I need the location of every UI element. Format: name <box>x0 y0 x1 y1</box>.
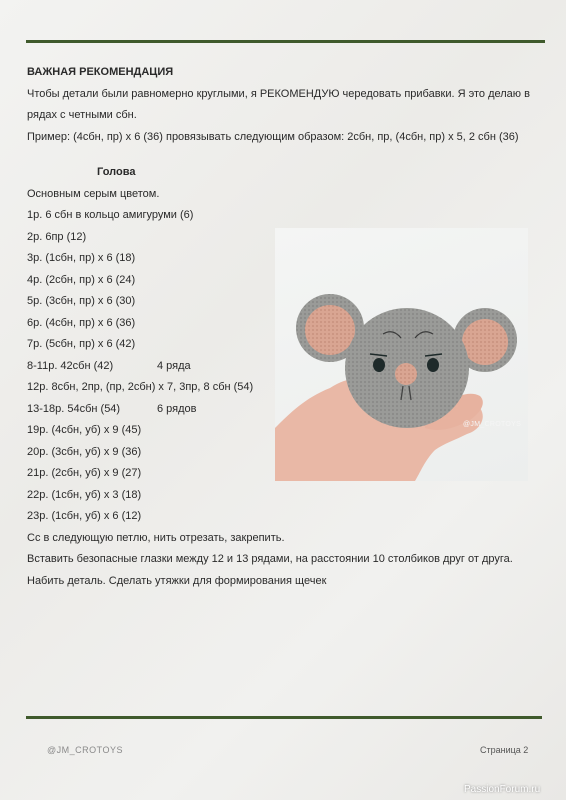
pattern-row-text: 19р. (4сбн, уб) х 9 (45) <box>27 424 142 436</box>
pattern-row-text: 6р. (4сбн, пр) х 6 (36) <box>27 316 136 329</box>
pattern-row <box>27 205 542 227</box>
pattern-row-text: 1р. 6 сбн в кольцо амигуруми (6) <box>27 209 194 221</box>
pattern-row-text: 22р. (1сбн, уб) х 3 (18) <box>27 488 142 501</box>
top-rule <box>26 40 545 43</box>
mouse-head-photo <box>275 228 528 481</box>
pattern-row-note: 6 рядов <box>157 402 197 415</box>
pattern-row-text: 13-18р. 54сбн (54) <box>27 402 121 415</box>
pattern-row-text: 2р. 6пр (12) <box>27 230 87 243</box>
right-eye <box>427 358 439 372</box>
pattern-row-note: 4 ряда <box>157 359 191 372</box>
color-note: Основным серым цветом. <box>27 187 160 200</box>
pattern-row-text: 3р. (1сбн, пр) х 6 (18) <box>27 252 136 264</box>
bottom-rule <box>26 716 542 719</box>
page-number: Страница 2 <box>480 745 529 755</box>
recommendation-heading: ВАЖНАЯ РЕКОМЕНДАЦИЯ <box>27 66 174 78</box>
closing-line-3: Набить деталь. Сделать утяжки для формирования щечек <box>27 574 327 587</box>
closing-line-1: Сс в следующую петлю, нить отрезать, закрепить. <box>27 531 285 544</box>
pattern-row-text: 5р. (3сбн, пр) х 6 (30) <box>27 295 136 307</box>
section-title: Голова <box>97 166 136 178</box>
pattern-row-text: 21р. (2сбн, уб) х 9 (27) <box>27 467 142 479</box>
pattern-row-text: 8-11р. 42сбн (42) <box>27 359 114 372</box>
intro-paragraph: Чтобы детали были равномерно круглыми, я РЕКОМЕНДУЮ чередовать прибавки. Я это делаю в рядах с четными сбн. <box>27 87 530 121</box>
nose <box>395 363 417 385</box>
left-eye <box>373 358 385 372</box>
spacer <box>27 148 542 162</box>
example-paragraph: Пример: (4сбн, пр) х 6 (36) провязывать следующим образом: 2сбн, пр, (4сбн, пр) х 5, 2 сбн (36) <box>27 130 519 143</box>
pattern-row-text: 4р. (2сбн, пр) х 6 (24) <box>27 273 136 286</box>
pattern-row-text: 23р. (1сбн, уб) х 6 (12) <box>27 510 142 522</box>
pattern-row-text: 12р. 8сбн, 2пр, (пр, 2сбн) х 7, 3пр, 8 сбн (54) <box>27 381 254 393</box>
pattern-row <box>27 485 542 507</box>
site-watermark: PassionForum.ru <box>464 784 541 795</box>
pattern-row <box>27 506 542 528</box>
mouse-head-illustration <box>275 228 528 481</box>
photo-watermark: @JM_CROTOYS <box>463 421 522 428</box>
pattern-row-text: 20р. (3сбн, уб) х 9 (36) <box>27 445 142 458</box>
pattern-row-text: 7р. (5сбн, пр) х 6 (42) <box>27 338 136 350</box>
footer-handle: @JM_CROTOYS <box>47 745 123 755</box>
closing-line-2: Вставить безопасные глазки между 12 и 13 рядами, на расстоянии 10 столбиков друг от друга. <box>27 553 513 565</box>
